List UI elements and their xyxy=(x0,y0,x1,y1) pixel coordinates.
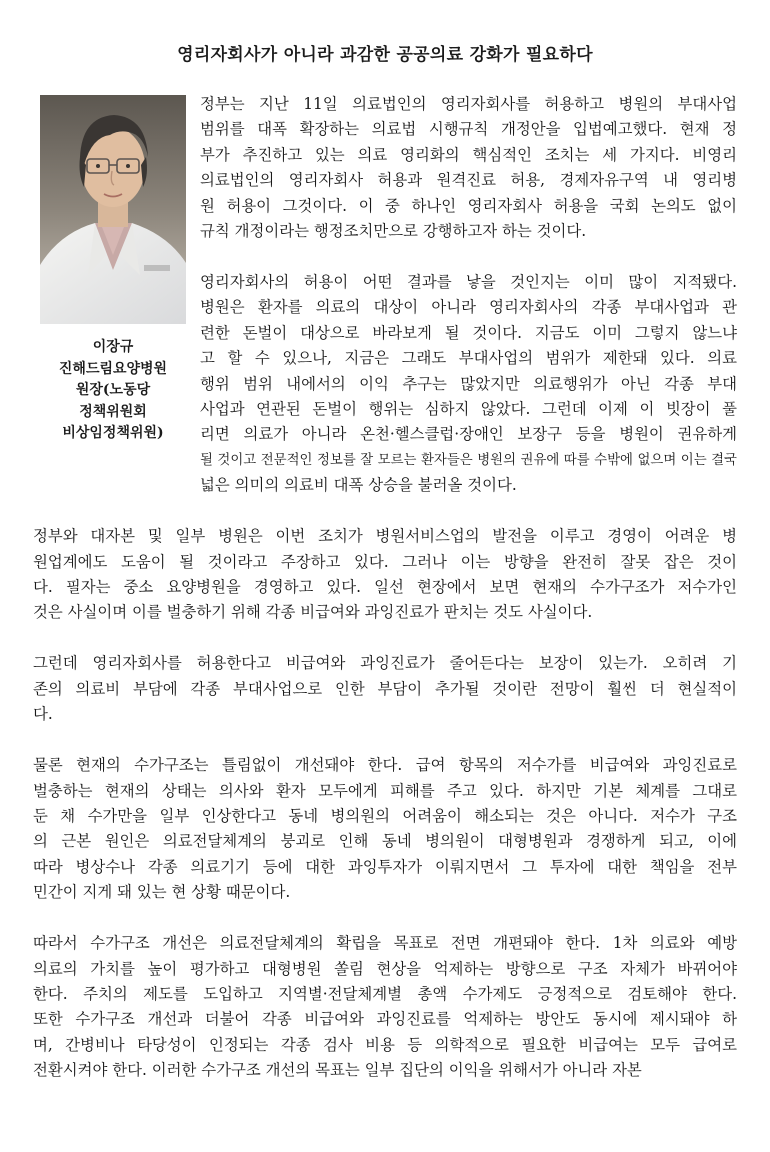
paragraph-line: 둔 채 수가만을 일부 인상한다고 동네 병의원의 어려움이 해소되는 것은 아니다. 저수가 구조 xyxy=(33,807,737,825)
author-affiliation-line: 원장(노동당 xyxy=(75,382,151,398)
paragraph-line: 또한 수가구조 개선과 더불어 각종 비급여와 과잉진료를 억제하는 방안도 동시에 제시돼야 하 xyxy=(33,1010,737,1029)
paragraph-line: 고 할 수 있으나, 지금은 그래도 부대사업의 범위가 제한돼 있다. 의료 xyxy=(200,349,737,368)
author-affiliation-line: 비상임정책위원) xyxy=(62,425,164,441)
paragraph-line: 원 허용이 그것이다. 이 중 하나인 영리자회사 허용을 국회 논의도 없이 xyxy=(200,196,737,215)
paragraph-line: 의 근본 원인은 의료전달체계의 붕괴로 인해 동네 병의원이 대형병원과 경쟁하게 되고, 이에 xyxy=(33,832,737,851)
paragraph-line: 한다. 주치의 제도를 도입하고 지역별·전달체계별 총액 수가제도 긍정적으로 검토해야 한다. xyxy=(33,985,737,1003)
paragraph-line: 따라 병상수나 각종 의료기기 등에 대한 과잉투자가 이뤄지면서 그 투자에 대한 책임을 전부 xyxy=(33,857,737,876)
paragraph-line: 며, 간병비나 타당성이 인정되는 각종 검사 비용 등 의학적으로 필요한 비급여는 모두 급여로 xyxy=(33,1035,737,1054)
paragraph-line: 것은 사실이며 이를 벌충하기 위해 각종 비급여와 과잉진료가 판치는 것도 사실이다. xyxy=(33,603,593,622)
paragraph-line: 리면 의료가 아니라 온천·헬스클럽·장애인 보장구 등을 병원이 권유하게 xyxy=(200,425,737,444)
paragraph-line: 물론 현재의 수가구조는 틀림없이 개선돼야 한다. 급여 항목의 저수가를 비급여와 과잉진료로 xyxy=(33,756,737,775)
paragraph-line: 그런데 영리자회사를 허용한다고 비급여와 과잉진료가 줄어든다는 보장이 있는가. 오히려 기 xyxy=(33,654,737,673)
article-title: 영리자회사가 아니라 과감한 공공의료 강화가 필요하다 xyxy=(177,45,593,65)
paragraph-line: 다. 필자는 중소 요양병원을 경영하고 있다. 일선 현장에서 보면 현재의 수가구조가 저수가인 xyxy=(33,578,737,596)
paragraph-line: 넓은 의미의 의료비 대폭 상승을 불러올 것이다. xyxy=(200,476,517,495)
paragraph-line: 전환시켜야 한다. 이러한 수가구조 개선의 목표는 일부 집단의 이익을 위해서가 아니라 자본 xyxy=(33,1061,642,1080)
paragraph-line: 행위 범위 내에서의 이익 추구는 많았지만 의료행위가 아닌 각종 부대 xyxy=(200,374,737,393)
paragraph-line: 의료법인의 영리자회사 허용과 원격진료 허용, 경제자유구역 내 영리병 xyxy=(200,171,737,190)
paragraph-line: 사업과 연관된 돈벌이 행위는 심하지 않았다. 그런데 이제 이 빗장이 풀 xyxy=(200,400,737,418)
paragraph-line: 따라서 수가구조 개선은 의료전달체계의 확립을 목표로 전면 개편돼야 한다. 1차 의료와 예방 xyxy=(33,934,737,953)
paragraph-line: 영리자회사의 허용이 어떤 결과를 낳을 것인지는 이미 많이 지적됐다. xyxy=(200,273,737,291)
paragraph-line: 될 것이고 전문적인 정보를 잘 모르는 환자들은 병원의 권유에 따를 수밖에 없으며 이는 결국 xyxy=(200,452,737,468)
paragraph-line: 벌충하는 현재의 상태는 의사와 환자 모두에게 피해를 주고 있다. 하지만 기본 체계를 그대로 xyxy=(33,781,737,800)
paragraph-line: 민간이 지게 돼 있는 현 상황 때문이다. xyxy=(33,883,291,902)
paragraph-line: 존의 의료비 부담에 각종 부대사업으로 인한 부담이 추가될 것이란 전망이 훨씬 더 현실적이 xyxy=(33,679,737,698)
paragraph-line: 정부는 지난 11일 의료법인의 영리자회사를 허용하고 병원의 부대사업 xyxy=(200,95,737,113)
author-portrait-image xyxy=(40,95,186,324)
paragraph-line: 원업계에도 도움이 될 것이라고 주장하고 있다. 그러나 이는 방향을 완전히 잘못 잡은 것이 xyxy=(33,552,737,571)
author-affiliation-line: 정책위원회 xyxy=(79,403,147,420)
paragraph-line: 범위를 대폭 확장하는 의료법 시행규칙 개정안을 입법예고했다. 현재 정 xyxy=(200,120,737,139)
paragraph-line: 부가 추진하고 있는 의료 영리화의 핵심적인 조치는 세 가지다. 비영리 xyxy=(200,145,737,164)
paragraph-line: 규칙 개정이라는 행정조치만으로 강행하고자 하는 것이다. xyxy=(200,222,587,240)
author-affiliation-line: 진해드림요양병원 xyxy=(58,360,168,377)
paragraph-line: 정부와 대자본 및 일부 병원은 이번 조치가 병원서비스업의 발전을 이루고 경영이 어려운 병 xyxy=(33,527,737,546)
author-caption xyxy=(28,337,198,445)
paragraph-line: 련한 돈벌이 대상으로 바라보게 될 것이다. 지금도 이미 그렇지 않느냐 xyxy=(200,323,737,342)
author-photo xyxy=(40,95,186,324)
author-name: 이장규 xyxy=(92,339,134,355)
paragraph-line: 의료의 가치를 높이 평가하고 대형병원 쏠림 현상을 억제하는 방향으로 구조 자체가 바뀌어야 xyxy=(33,959,737,978)
paragraph-line: 병원은 환자를 의료의 대상이 아니라 영리자회사의 각종 부대사업과 관 xyxy=(200,298,737,317)
paragraph-line: 다. xyxy=(33,705,53,724)
